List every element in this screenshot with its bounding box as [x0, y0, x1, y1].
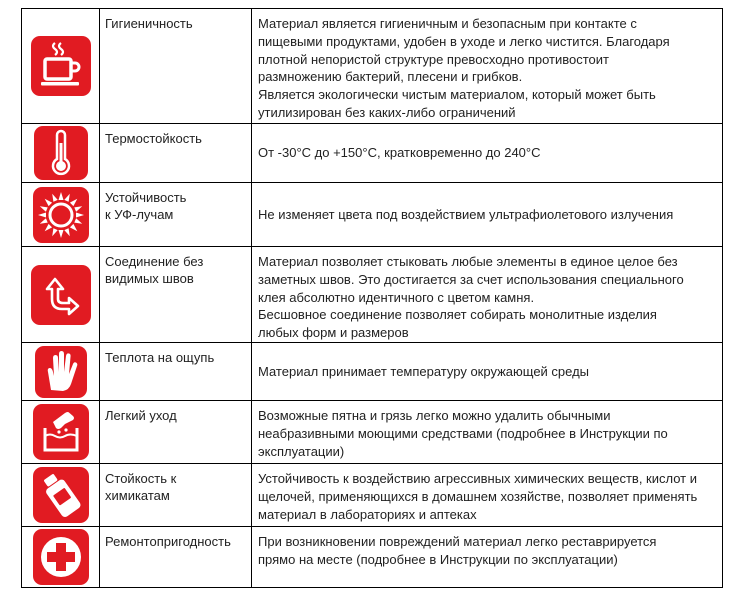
- property-description: При возникновении повреждений материал легко реставрируется прямо на месте (подробнее в Инструкции по эксплуатации): [252, 527, 723, 587]
- hand-icon: [35, 346, 87, 398]
- medical-cross-icon: [33, 529, 89, 585]
- property-description: Материал является гигиеничным и безопасным при контакте с пищевыми продуктами, удобен в уходе и легко чистится. Благодаря плотной непористой структуре превосходно противостоит размножению бактерий, плесени и грибков. Является экологически чистым материалом, который может быть утилизирован без каких-либо ограничений: [252, 9, 723, 123]
- property-description: Материал позволяет стыковать любые элементы в единое целое без заметных швов. Это достигается за счет использования специального клея абсолютно идентичного с цветом камня. Бесшовное соединение позволяет собирать монолитные изделия любых форм и размеров: [252, 247, 723, 342]
- property-description: Устойчивость к воздействию агрессивных химических веществ, кислот и щелочей, применяющихся в домашнем хозяйстве, позволяет применять материал в лабораториях и аптеках: [252, 464, 723, 526]
- thermometer-icon: [34, 126, 88, 180]
- property-name: Гигиеничность: [100, 9, 252, 123]
- property-name: Термостойкость: [100, 124, 252, 182]
- property-name: Стойкость к химикатам: [100, 464, 252, 526]
- property-description: От -30°С до +150°С, кратковременно до 240°С: [252, 124, 723, 182]
- table-row: [22, 247, 723, 343]
- table-row: [22, 124, 723, 183]
- hand-washing-icon: [33, 404, 89, 460]
- property-name: Теплота на ощупь: [100, 343, 252, 400]
- seamless-joint-arrow-icon: [31, 265, 91, 325]
- sun-icon: [33, 187, 89, 243]
- property-name: Устойчивость к УФ-лучам: [100, 183, 252, 246]
- table-row: [22, 343, 723, 401]
- property-name: Ремонтопригодность: [100, 527, 252, 587]
- chemical-bottle-icon: [33, 467, 89, 523]
- table-row: [22, 527, 723, 588]
- table-row: [22, 464, 723, 527]
- table-row: [22, 401, 723, 464]
- property-description: Материал принимает температуру окружающей среды: [252, 343, 723, 400]
- property-description: Возможные пятна и грязь легко можно удалить обычными неабразивными моющими средствами (подробнее в Инструкции по эксплуатации): [252, 401, 723, 463]
- table-row: [22, 183, 723, 247]
- property-description: Не изменяет цвета под воздействием ультрафиолетового излучения: [252, 183, 723, 246]
- properties-table: [21, 8, 723, 588]
- property-name: Легкий уход: [100, 401, 252, 463]
- property-name: Соединение без видимых швов: [100, 247, 252, 342]
- hot-cup-icon: [31, 36, 91, 96]
- table-row: [22, 9, 723, 124]
